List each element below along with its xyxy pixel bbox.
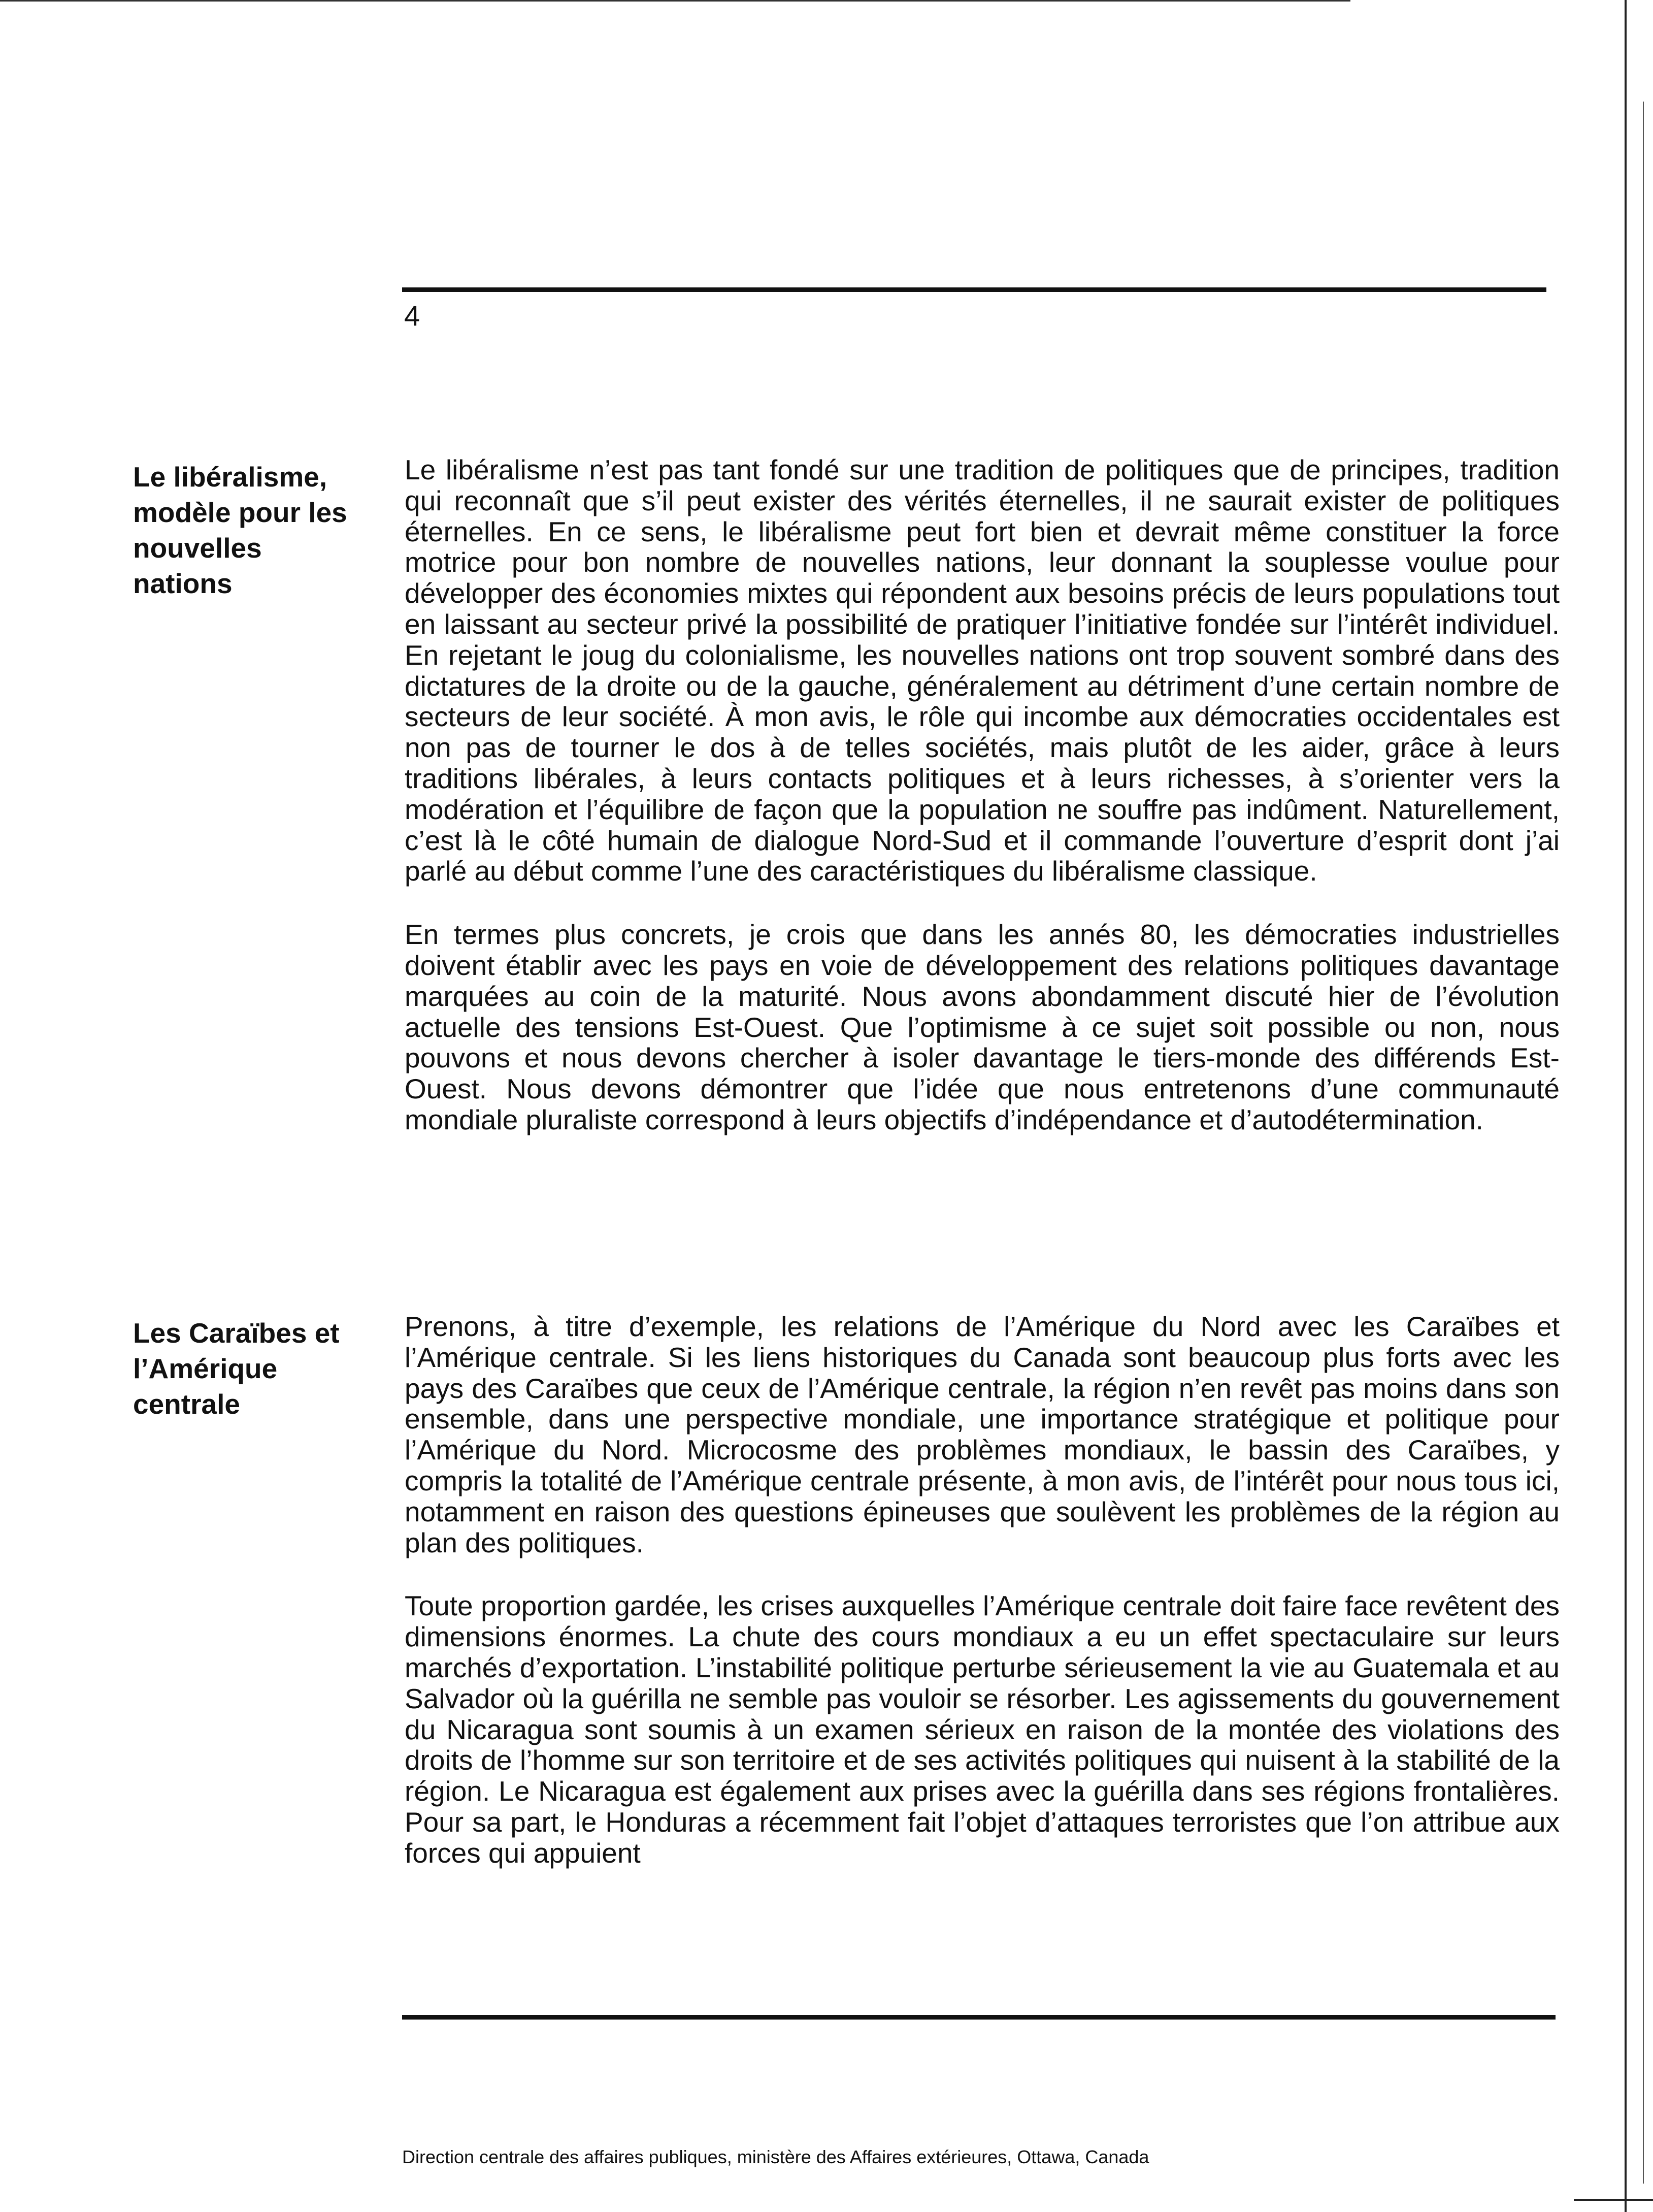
scan-edge-right [1625, 0, 1627, 2212]
paragraph: Toute proportion gardée, les crises auxquelles l’Amérique centrale doit faire face revêtent des dimensions énormes. La chute des cours mondiaux a eu un effet spectaculaire sur leurs marchés d’exportation. L’instabilité politique perturbe sérieusement la vie au Guatemala et au Salvador où la guérilla ne semble pas vouloir se résorber. Les agissements du gouvernement du Nicaragua sont soumis à un examen sérieux en raison de la montée des violations des droits de l’homme sur son territoire et de ses activités politiques qui nuisent à la stabilité de la région. Le Nicaragua est également aux prises avec la guérilla dans ses régions frontalières. Pour sa part, le Honduras a récemment fait l’objet d’attaques terroristes que l’on attribue aux forces qui appuient [405, 1590, 1560, 1869]
footer-rule [402, 2015, 1556, 2020]
section-body-liberalisme [405, 454, 1560, 1135]
section-heading-liberalisme: Le libéralisme, modèle pour les nouvelles nations [133, 461, 347, 599]
section-heading-caraibes: Les Caraïbes et l’Amérique centrale [133, 1317, 340, 1420]
scan-edge-right-inner [1643, 102, 1644, 2184]
section-body-caraibes [405, 1311, 1560, 1869]
scan-edge-top [0, 0, 1350, 2]
scan-edge-bottom [1574, 2199, 1653, 2201]
page-number: 4 [404, 300, 420, 332]
header-rule [402, 287, 1546, 292]
paragraph: Le libéralisme n’est pas tant fondé sur une tradition de politiques que de principes, tradition qui reconnaît que s’il peut exister des vérités éternelles, il ne saurait exister de politiques éternelles. En ce sens, le libéralisme peut fort bien et devrait même constituer la force motrice pour bon nombre de nouvelles nations, leur donnant la souplesse voulue pour développer des économies mixtes qui répondent aux besoins précis de leurs populations tout en laissant au secteur privé la possibilité de pratiquer l’initiative fondée sur l’intérêt individuel. En rejetant le joug du colonialisme, les nouvelles nations ont trop souvent sombré dans des dictatures de la droite ou de la gauche, généralement au détriment d’une certain nombre de secteurs de leur société. À mon avis, le rôle qui incombe aux démocraties occidentales est non pas de tourner le dos à de telles sociétés, mais plutôt de les aider, grâce à leurs traditions libérales, à leurs contacts politiques et à leurs richesses, à s’orienter vers la modération et l’équilibre de façon que la population ne souffre pas indûment. Naturellement, c’est là le côté humain de dialogue Nord-Sud et il commande l’ouverture d’esprit dont j’ai parlé au début comme l’une des caractéristiques du libéralisme classique. [405, 454, 1560, 887]
footer-text: Direction centrale des affaires publiques, ministère des Affaires extérieures, Ottawa, Canada [402, 2146, 1149, 2167]
paragraph: Prenons, à titre d’exemple, les relations de l’Amérique du Nord avec les Caraïbes et l’Amérique centrale. Si les liens historiques du Canada sont beaucoup plus forts avec les pays des Caraïbes que ceux de l’Amérique centrale, la région n’en revêt pas moins dans son ensemble, dans une perspective mondiale, une importance stratégique et politique pour l’Amérique du Nord. Microcosme des problèmes mondiaux, le bassin des Caraïbes, y compris la totalité de l’Amérique centrale présente, à mon avis, de l’intérêt pour nous tous ici, notamment en raison des questions épineuses que soulèvent les problèmes de la région au plan des politiques. [405, 1311, 1560, 1558]
paragraph: En termes plus concrets, je crois que dans les annés 80, les démocraties industrielles doivent établir avec les pays en voie de développement des relations politiques davantage marquées au coin de la maturité. Nous avons abondamment discuté hier de l’évolution actuelle des tensions Est-Ouest. Que l’optimisme à ce sujet soit possible ou non, nous pouvons et nous devons chercher à isoler davantage le tiers-monde des différends Est-Ouest. Nous devons démontrer que l’idée que nous entretenons d’une communauté mondiale pluraliste correspond à leurs objectifs d’indépendance et d’autodétermination. [405, 919, 1560, 1135]
